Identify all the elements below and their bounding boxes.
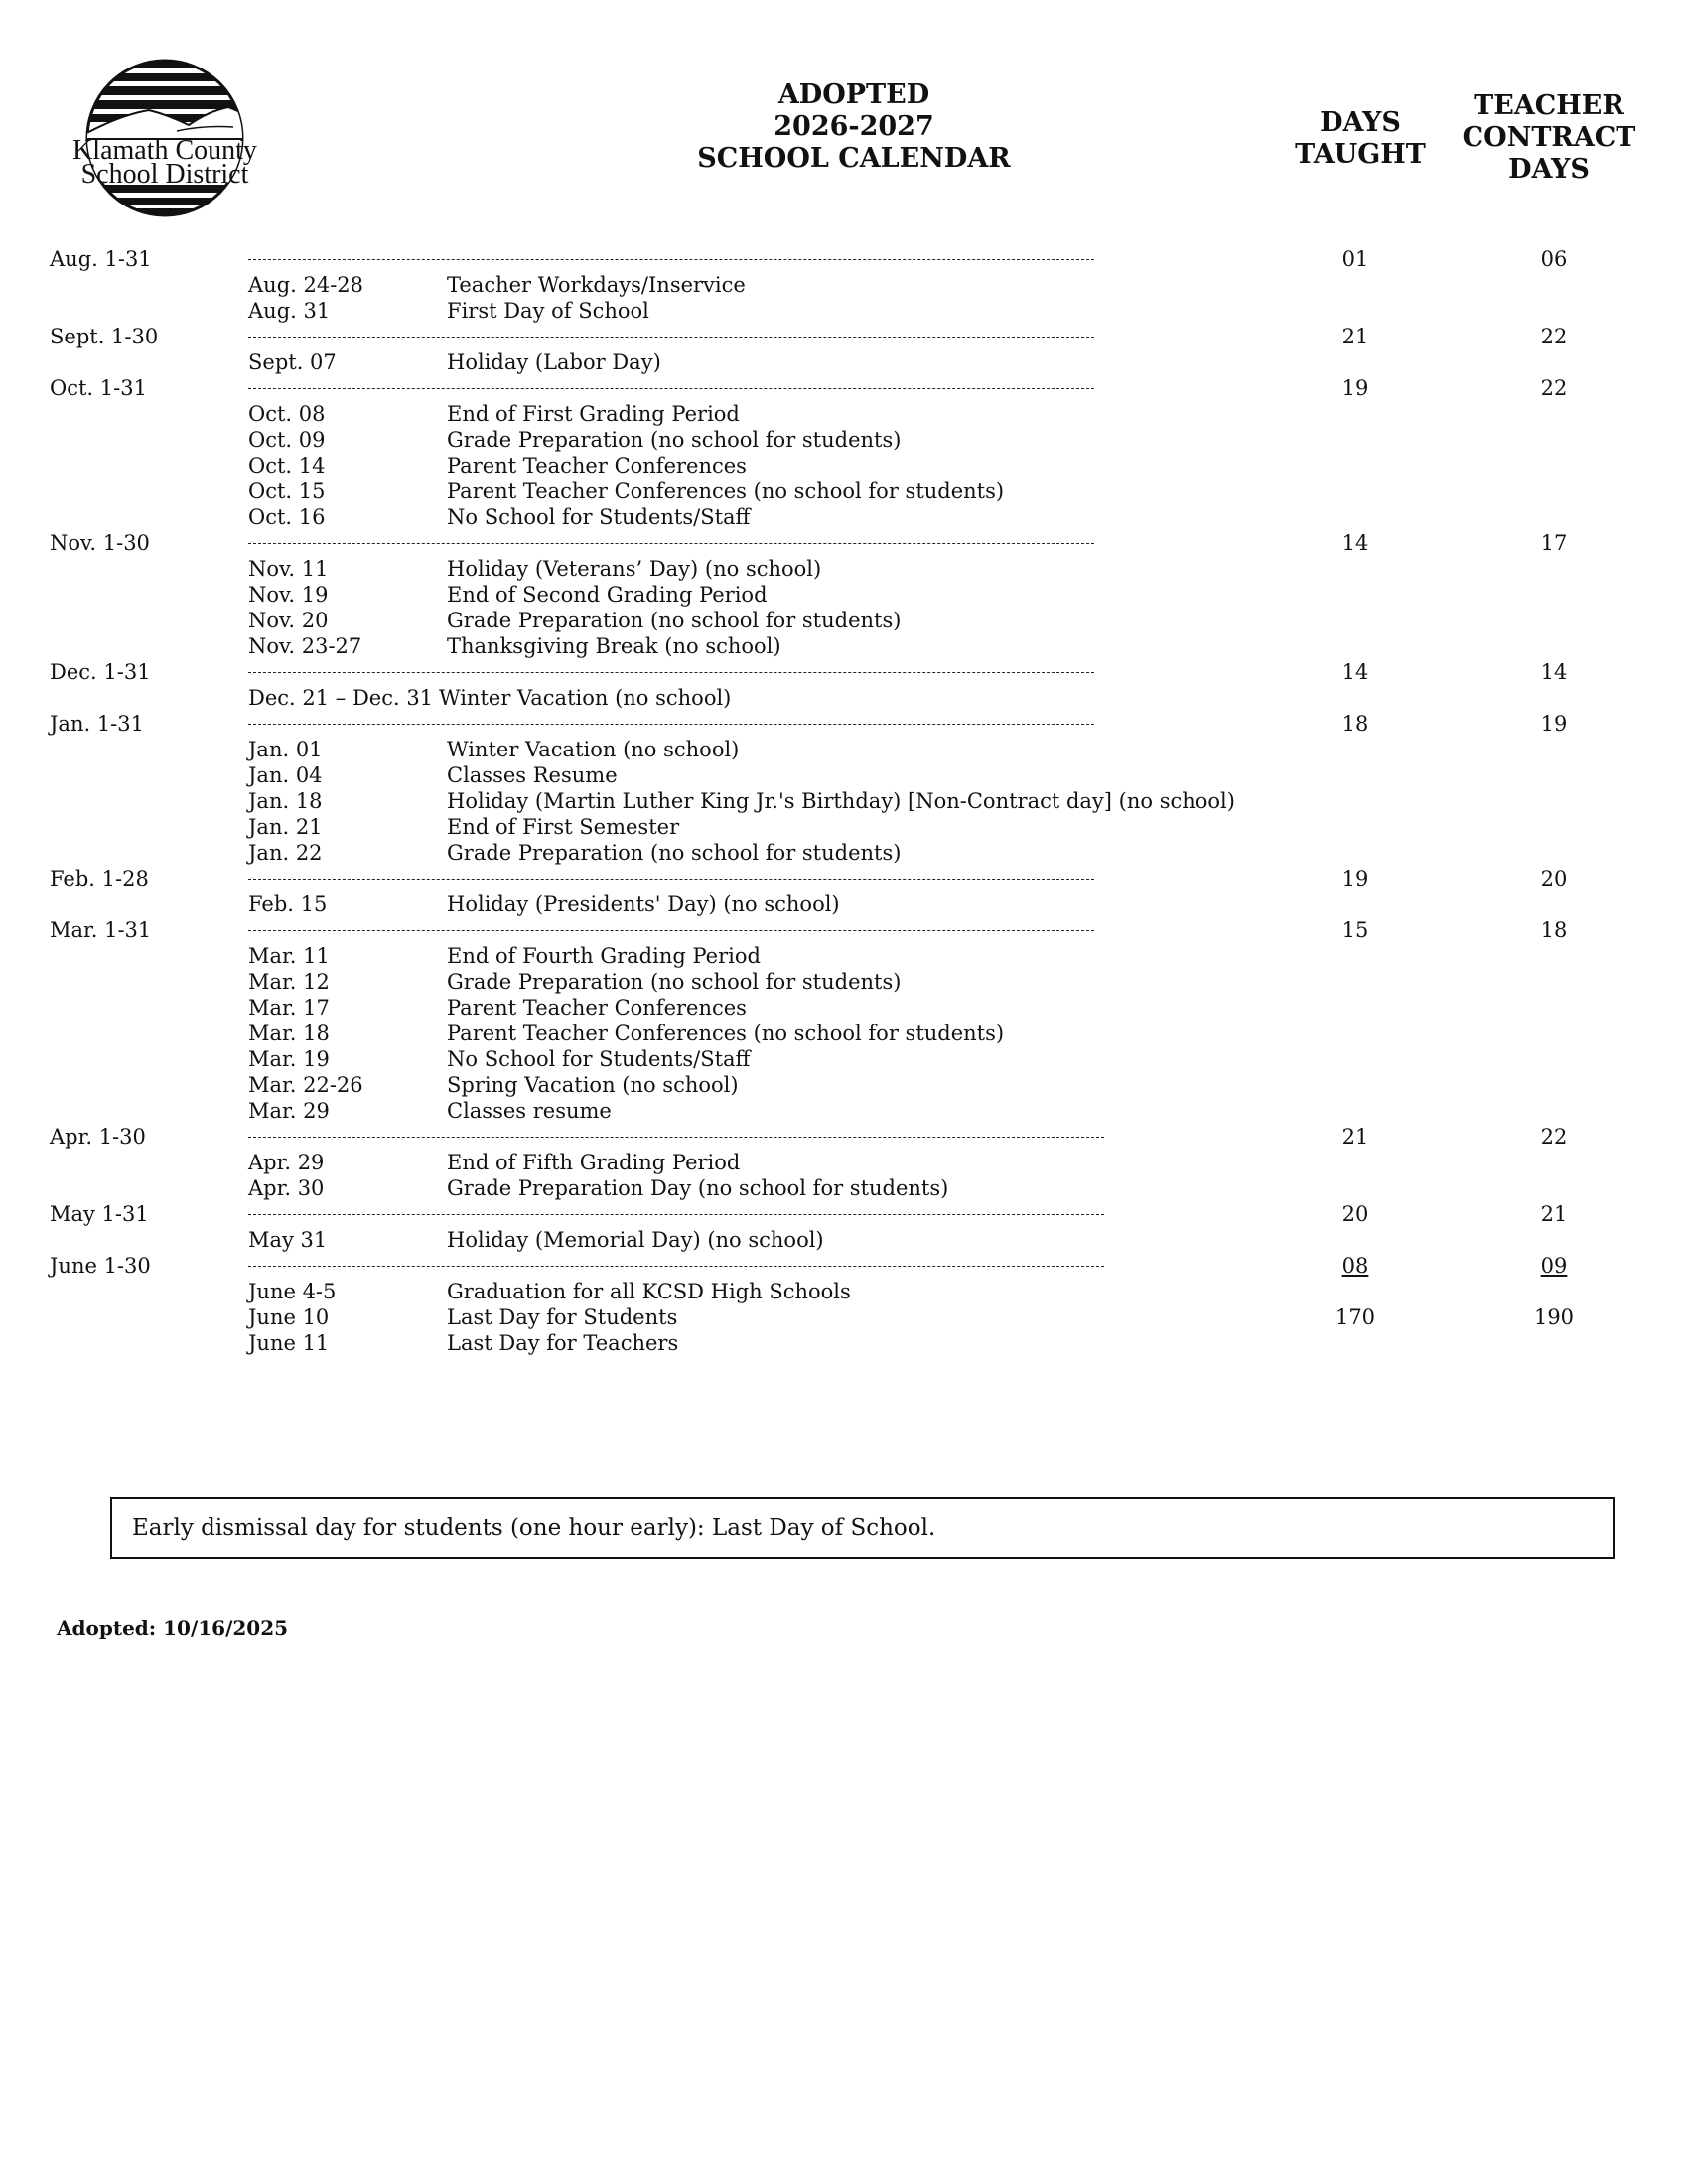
event-description: End of First Semester	[447, 815, 680, 839]
month-row	[0, 530, 1688, 556]
event-description: Grade Preparation (no school for students)	[447, 609, 902, 632]
event-date: Mar. 11	[248, 944, 330, 968]
event-date: Mar. 29	[248, 1099, 330, 1123]
month-row	[0, 246, 1688, 272]
event-description: Grade Preparation (no school for students)	[447, 428, 902, 452]
event-row	[0, 1046, 1688, 1072]
dashed-separator	[248, 337, 1094, 338]
col-head-line: DAYS	[1320, 107, 1401, 138]
title-line-2: 2026-2027	[774, 111, 934, 142]
dashed-separator	[248, 879, 1094, 880]
col-head-line: DAYS	[1508, 154, 1590, 185]
event-row	[0, 1175, 1688, 1201]
contract-days-value: 22	[1540, 1125, 1568, 1149]
dashed-separator	[248, 724, 1094, 725]
event-description: Spring Vacation (no school)	[447, 1073, 739, 1097]
event-description: Classes Resume	[447, 763, 618, 787]
event-date: Oct. 14	[248, 454, 326, 478]
event-row	[0, 633, 1688, 659]
col-head-line: TAUGHT	[1295, 139, 1426, 170]
event-row	[0, 737, 1688, 762]
event-date: Jan. 01	[248, 738, 323, 761]
event-date: Aug. 31	[248, 299, 331, 323]
days-taught-value: 21	[1341, 1125, 1369, 1149]
event-date: Jan. 04	[248, 763, 323, 787]
contract-days-value: 06	[1540, 247, 1568, 271]
event-description: Grade Preparation (no school for students)	[447, 970, 902, 994]
event-row	[0, 453, 1688, 478]
event-date: Nov. 19	[248, 583, 329, 607]
col-head-line: TEACHER	[1474, 90, 1624, 121]
event-row	[0, 1279, 1688, 1304]
event-date: June 4-5	[248, 1280, 337, 1303]
month-label: Sept. 1-30	[50, 325, 159, 348]
event-row	[0, 272, 1688, 298]
event-row	[0, 401, 1688, 427]
month-label: Jan. 1-31	[50, 712, 144, 736]
event-row	[0, 969, 1688, 995]
month-label: Oct. 1-31	[50, 376, 147, 400]
event-row	[0, 608, 1688, 633]
contract-days-value: 20	[1540, 867, 1568, 890]
contract-days-value: 21	[1540, 1202, 1568, 1226]
event-description: Grade Preparation (no school for students)	[447, 841, 902, 865]
event-description: Holiday (Martin Luther King Jr.'s Birthday) [Non-Contract day] (no school)	[447, 789, 1235, 813]
month-row	[0, 375, 1688, 401]
event-row	[0, 504, 1688, 530]
early-dismissal-note: Early dismissal day for students (one hour early): Last Day of School.	[110, 1497, 1615, 1559]
event-row	[0, 427, 1688, 453]
days-taught-value: 14	[1341, 531, 1369, 555]
event-row	[0, 1227, 1688, 1253]
event-description: Winter Vacation (no school)	[439, 686, 732, 710]
dashed-separator	[248, 259, 1094, 260]
event-date: Mar. 22-26	[248, 1073, 363, 1097]
event-date: Dec. 21 – Dec. 31	[248, 686, 434, 710]
dashed-separator	[248, 672, 1094, 673]
contract-days-value: 22	[1540, 325, 1568, 348]
event-description: No School for Students/Staff	[447, 505, 751, 529]
days-taught-value: 21	[1341, 325, 1369, 348]
event-row	[0, 556, 1688, 582]
dashed-separator	[248, 543, 1094, 544]
month-label: Aug. 1-31	[50, 247, 152, 271]
days-taught-value: 14	[1341, 660, 1369, 684]
column-header-contract-days	[1430, 90, 1668, 186]
page-title	[635, 79, 1072, 175]
event-row	[0, 1330, 1688, 1356]
event-date: Mar. 12	[248, 970, 330, 994]
event-row	[0, 582, 1688, 608]
month-row	[0, 917, 1688, 943]
days-taught-value: 19	[1341, 867, 1369, 890]
event-date: Nov. 11	[248, 557, 329, 581]
district-logo	[60, 58, 270, 218]
contract-days-value: 14	[1540, 660, 1568, 684]
event-date: Jan. 18	[248, 789, 323, 813]
event-row	[0, 943, 1688, 969]
event-date: Feb. 15	[248, 892, 328, 916]
event-row	[0, 891, 1688, 917]
days-taught-value: 01	[1341, 247, 1369, 271]
event-description: Last Day for Students	[447, 1305, 678, 1329]
col-head-line: CONTRACT	[1462, 122, 1636, 153]
dashed-separator	[248, 1266, 1104, 1267]
event-description: Holiday (Veterans’ Day) (no school)	[447, 557, 822, 581]
event-description: First Day of School	[447, 299, 649, 323]
event-row	[0, 1021, 1688, 1046]
title-line-3: SCHOOL CALENDAR	[697, 143, 1011, 174]
event-row	[0, 478, 1688, 504]
event-description: Holiday (Labor Day)	[447, 350, 661, 374]
event-date: Oct. 08	[248, 402, 326, 426]
event-row	[0, 814, 1688, 840]
event-row	[0, 298, 1688, 324]
event-row	[0, 1098, 1688, 1124]
contract-days-value: 09	[1540, 1254, 1568, 1278]
total-days-taught: 170	[1335, 1305, 1376, 1329]
dashed-separator	[248, 1214, 1104, 1215]
event-description: End of First Grading Period	[447, 402, 740, 426]
event-date: Apr. 30	[248, 1176, 325, 1200]
event-description: Parent Teacher Conferences (no school for students)	[447, 1022, 1005, 1045]
event-date: Oct. 16	[248, 505, 326, 529]
contract-days-value: 19	[1540, 712, 1568, 736]
event-row	[0, 685, 1688, 711]
contract-days-value: 22	[1540, 376, 1568, 400]
days-taught-value: 18	[1341, 712, 1369, 736]
event-description: Parent Teacher Conferences	[447, 454, 747, 478]
days-taught-value: 15	[1341, 918, 1369, 942]
month-row	[0, 324, 1688, 349]
event-description: Classes resume	[447, 1099, 612, 1123]
event-description: End of Fourth Grading Period	[447, 944, 761, 968]
month-row	[0, 1124, 1688, 1150]
event-row	[0, 762, 1688, 788]
adopted-date: Adopted: 10/16/2025	[57, 1616, 289, 1640]
month-label: Apr. 1-30	[50, 1125, 146, 1149]
month-label: Nov. 1-30	[50, 531, 150, 555]
event-row	[0, 349, 1688, 375]
logo-text-line2: School District	[80, 159, 249, 190]
event-row	[0, 788, 1688, 814]
event-date: Apr. 29	[248, 1151, 325, 1174]
days-taught-value: 08	[1341, 1254, 1369, 1278]
month-row	[0, 866, 1688, 891]
event-date: June 10	[248, 1305, 330, 1329]
event-description: End of Second Grading Period	[447, 583, 768, 607]
event-date: Nov. 20	[248, 609, 329, 632]
event-date: May 31	[248, 1228, 328, 1252]
event-date: Jan. 21	[248, 815, 323, 839]
month-row	[0, 1201, 1688, 1227]
event-date: June 11	[248, 1331, 330, 1355]
dashed-separator	[248, 388, 1094, 389]
event-description: Graduation for all KCSD High Schools	[447, 1280, 851, 1303]
event-row	[0, 1072, 1688, 1098]
dashed-separator	[248, 930, 1094, 931]
event-date: Oct. 15	[248, 479, 326, 503]
event-row	[0, 995, 1688, 1021]
month-label: Mar. 1-31	[50, 918, 152, 942]
event-description: End of Fifth Grading Period	[447, 1151, 741, 1174]
month-label: Dec. 1-31	[50, 660, 151, 684]
contract-days-value: 18	[1540, 918, 1568, 942]
title-line-1: ADOPTED	[777, 79, 930, 110]
event-description: Parent Teacher Conferences (no school for students)	[447, 479, 1005, 503]
event-description: Last Day for Teachers	[447, 1331, 679, 1355]
event-description: No School for Students/Staff	[447, 1047, 751, 1071]
event-description: Holiday (Memorial Day) (no school)	[447, 1228, 824, 1252]
event-description: Grade Preparation Day (no school for students)	[447, 1176, 949, 1200]
contract-days-value: 17	[1540, 531, 1568, 555]
event-description: Parent Teacher Conferences	[447, 996, 747, 1020]
logo-text-line1: Klamath County	[72, 135, 257, 166]
month-label: May 1-31	[50, 1202, 149, 1226]
event-date: Mar. 19	[248, 1047, 330, 1071]
total-contract-days: 190	[1533, 1305, 1575, 1329]
event-description: Teacher Workdays/Inservice	[447, 273, 746, 297]
event-description: Winter Vacation (no school)	[447, 738, 740, 761]
event-date: Sept. 07	[248, 350, 337, 374]
event-date: Mar. 17	[248, 996, 330, 1020]
month-label: June 1-30	[50, 1254, 151, 1278]
month-row	[0, 711, 1688, 737]
event-date: Mar. 18	[248, 1022, 330, 1045]
event-date: Jan. 22	[248, 841, 323, 865]
calendar-list	[0, 246, 1688, 1356]
event-date: Aug. 24-28	[248, 273, 364, 297]
days-taught-value: 19	[1341, 376, 1369, 400]
month-label: Feb. 1-28	[50, 867, 149, 890]
event-date: Oct. 09	[248, 428, 326, 452]
month-row	[0, 659, 1688, 685]
event-description: Thanksgiving Break (no school)	[447, 634, 781, 658]
event-date: Nov. 23-27	[248, 634, 362, 658]
dashed-separator	[248, 1137, 1104, 1138]
month-row	[0, 1253, 1688, 1279]
days-taught-value: 20	[1341, 1202, 1369, 1226]
event-row	[0, 840, 1688, 866]
event-row	[0, 1150, 1688, 1175]
event-description: Holiday (Presidents' Day) (no school)	[447, 892, 840, 916]
event-row	[0, 1304, 1688, 1330]
